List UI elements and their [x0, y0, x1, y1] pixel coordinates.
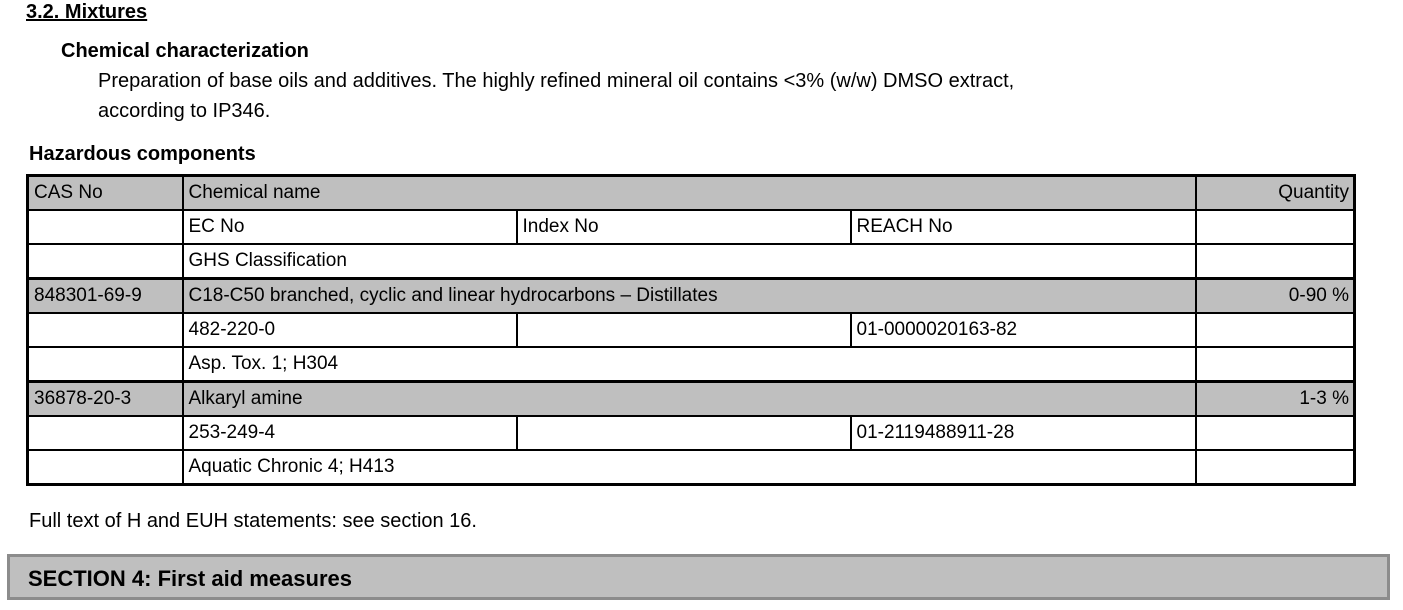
characterization-line-2: according to IP346. [98, 100, 271, 122]
characterization-line-1: Preparation of base oils and additives. The highly refined mineral oil contains <3% (w/w) DMSO extract, [98, 70, 1015, 92]
section-4-title: SECTION 4: First aid measures [28, 566, 352, 591]
table-row [28, 416, 1355, 450]
table-row [28, 313, 1355, 347]
characterization-heading: Chemical characterization [61, 40, 309, 62]
quantity: 1-3 % [1196, 382, 1355, 417]
table-subheader-row [28, 244, 1355, 279]
index-number [517, 313, 851, 347]
cas-number: 36878-20-3 [28, 382, 183, 417]
quantity: 0-90 % [1196, 279, 1355, 314]
footnote: Full text of H and EUH statements: see section 16. [29, 510, 477, 532]
table-row [28, 450, 1355, 485]
hazardous-components-table [26, 174, 1356, 486]
cas-number: 848301-69-9 [28, 279, 183, 314]
ec-number: 482-220-0 [183, 313, 517, 347]
header-quantity: Quantity [1196, 176, 1355, 211]
ghs-classification: Aquatic Chronic 4; H413 [183, 450, 1196, 485]
section-4-bar [7, 554, 1390, 600]
components-title: Hazardous components [29, 143, 256, 165]
table-row [28, 279, 1355, 314]
section-heading: 3.2. Mixtures [26, 1, 148, 23]
table-header-row [28, 176, 1355, 211]
ec-number: 253-249-4 [183, 416, 517, 450]
table-row [28, 347, 1355, 382]
reach-number: 01-2119488911-28 [851, 416, 1196, 450]
ghs-classification: Asp. Tox. 1; H304 [183, 347, 1196, 382]
index-number [517, 416, 851, 450]
chemical-name: Alkaryl amine [183, 382, 1196, 417]
reach-number: 01-0000020163-82 [851, 313, 1196, 347]
header-index: Index No [517, 210, 851, 244]
table-row [28, 382, 1355, 417]
header-chemical-name: Chemical name [183, 176, 1196, 211]
header-ec: EC No [183, 210, 517, 244]
characterization-text [98, 66, 1218, 126]
header-cas: CAS No [28, 176, 183, 211]
chemical-name: C18-C50 branched, cyclic and linear hydrocarbons – Distillates [183, 279, 1196, 314]
header-ghs: GHS Classification [183, 244, 1196, 279]
header-reach: REACH No [851, 210, 1196, 244]
table-subheader-row [28, 210, 1355, 244]
